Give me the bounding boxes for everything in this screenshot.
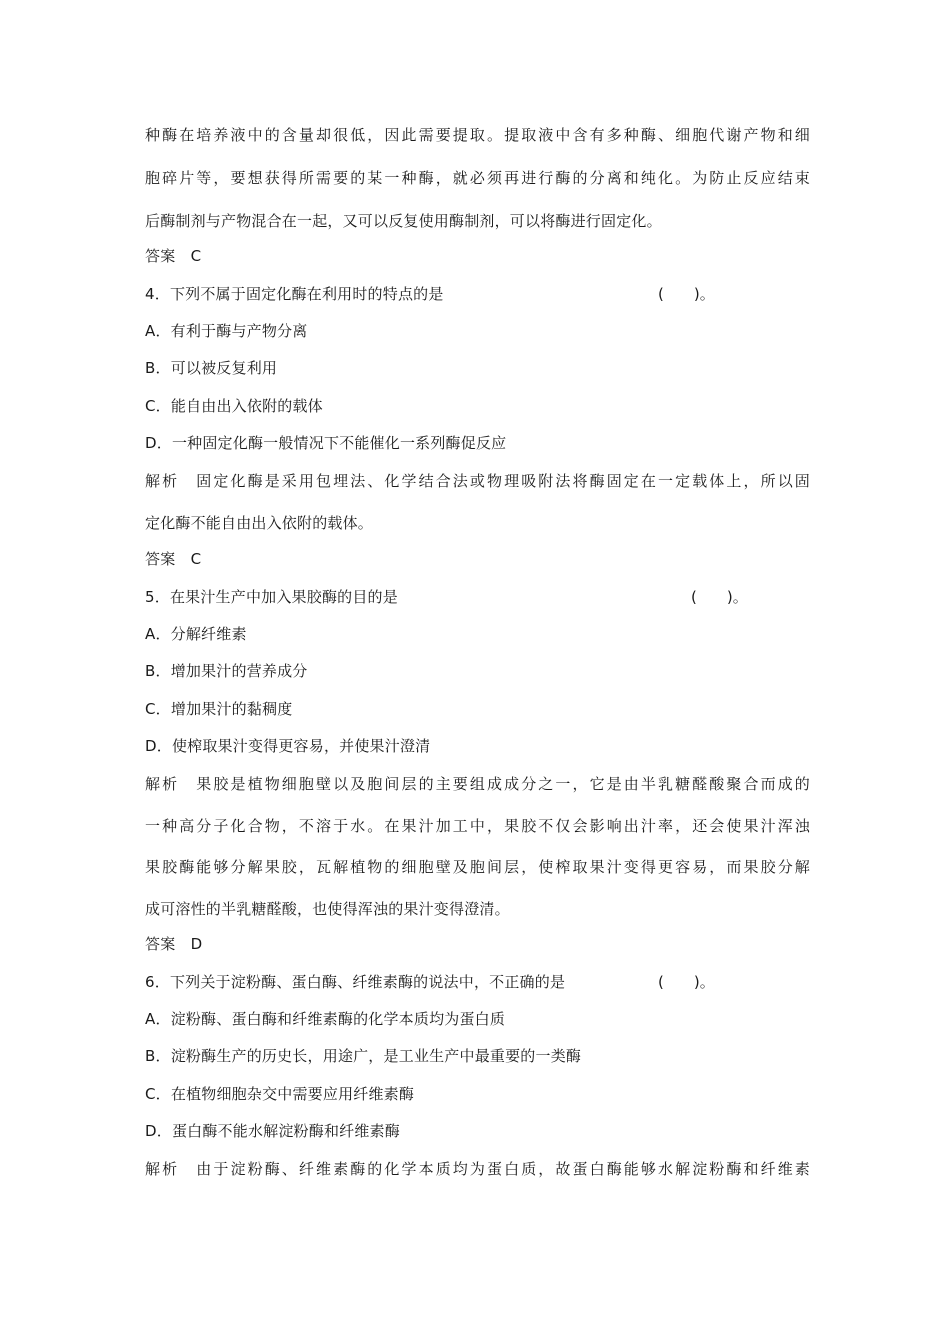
- question-4-analysis-line: 定化酶不能自由出入依附的载体。: [145, 514, 374, 532]
- question-5-analysis-line: 解析 果胶是植物细胞壁以及胞间层的主要组成成分之一，它是由半乳糖醛酸聚合而成的: [145, 775, 810, 793]
- question-4-option-b: B．可以被反复利用: [145, 359, 278, 377]
- question-4-answer: 答案 C: [145, 550, 202, 568]
- analysis-continuation-line: 胞碎片等，要想获得所需要的某一种酶，就必须再进行酶的分离和纯化。为防止反应结束: [145, 169, 810, 187]
- question-6-stem: 6．下列关于淀粉酶、蛋白酶、纤维素酶的说法中，不正确的是: [145, 973, 566, 991]
- question-5-analysis-line: 成可溶性的半乳糖醛酸，也使得浑浊的果汁变得澄清。: [145, 900, 510, 918]
- question-4-option-c: C．能自由出入依附的载体: [145, 397, 323, 415]
- question-4-option-d: D．一种固定化酶一般情况下不能催化一系列酶促反应: [145, 434, 507, 452]
- analysis-continuation-line: 后酶制剂与产物混合在一起，又可以反复使用酶制剂，可以将酶进行固定化。: [145, 212, 662, 230]
- question-6-option-d: D．蛋白酶不能水解淀粉酶和纤维素酶: [145, 1122, 400, 1140]
- question-5-analysis-line: 一种高分子化合物，不溶于水。在果汁加工中，果胶不仅会影响出汁率，还会使果汁浑浊: [145, 817, 810, 835]
- question-5-stem: 5．在果汁生产中加入果胶酶的目的是: [145, 588, 398, 606]
- question-4-answer-blank: ( )。: [658, 285, 715, 303]
- question-5-option-a: A．分解纤维素: [145, 625, 247, 643]
- question-6-analysis-line: 解析 由于淀粉酶、纤维素酶的化学本质均为蛋白质，故蛋白酶能够水解淀粉酶和纤维素: [145, 1160, 810, 1178]
- question-6-answer-blank: ( )。: [658, 973, 715, 991]
- question-4-stem: 4．下列不属于固定化酶在利用时的特点的是: [145, 285, 444, 303]
- answer-q3: 答案 C: [145, 247, 202, 265]
- question-5-analysis-line: 果胶酶能够分解果胶，瓦解植物的细胞壁及胞间层，使榨取果汁变得更容易，而果胶分解: [145, 858, 810, 876]
- question-6-option-a: A．淀粉酶、蛋白酶和纤维素酶的化学本质均为蛋白质: [145, 1010, 506, 1028]
- question-5-option-c: C．增加果汁的黏稠度: [145, 700, 293, 718]
- question-5-answer: 答案 D: [145, 935, 203, 953]
- question-5-answer-blank: ( )。: [691, 588, 748, 606]
- question-5-option-b: B．增加果汁的营养成分: [145, 662, 308, 680]
- question-5-option-d: D．使榨取果汁变得更容易，并使果汁澄清: [145, 737, 431, 755]
- question-4-analysis-line: 解析 固定化酶是采用包埋法、化学结合法或物理吸附法将酶固定在一定载体上，所以固: [145, 472, 810, 490]
- question-6-option-c: C．在植物细胞杂交中需要应用纤维素酶: [145, 1085, 415, 1103]
- question-4-option-a: A．有利于酶与产物分离: [145, 322, 308, 340]
- question-6-option-b: B．淀粉酶生产的历史长，用途广，是工业生产中最重要的一类酶: [145, 1047, 582, 1065]
- analysis-continuation-line: 种酶在培养液中的含量却很低，因此需要提取。提取液中含有多种酶、细胞代谢产物和细: [145, 126, 810, 144]
